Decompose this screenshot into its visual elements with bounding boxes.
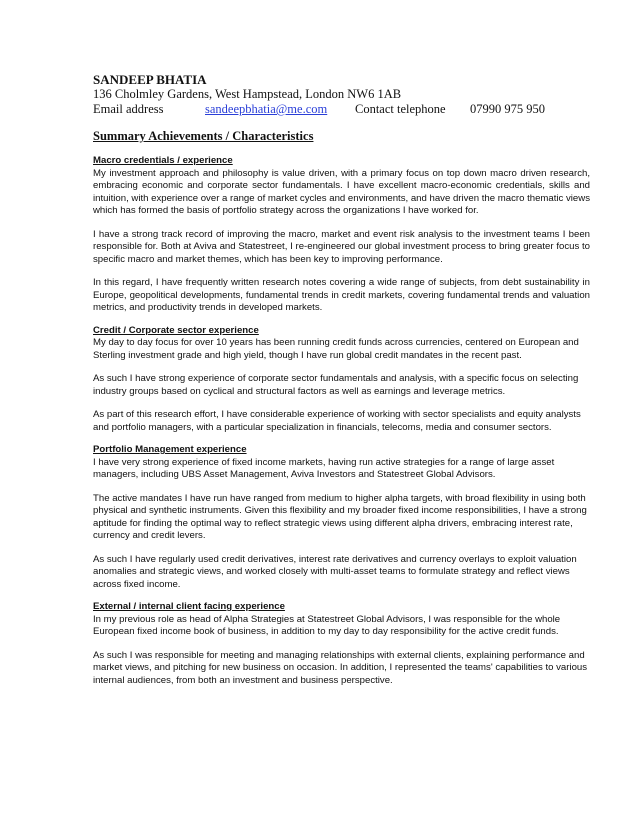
phone-number: 07990 975 950: [470, 102, 545, 116]
summary-title: Summary Achievements / Characteristics: [93, 129, 314, 143]
section-portfolio: [93, 444, 590, 591]
paragraph: I have a strong track record of improving the macro, market and event risk analysis to the investment teams I been responsible for. Both at Aviva and Statestreet, I re-engineered our global investment process to bring greater focus to specific macro and market themes, which has been key to improving performance.: [93, 228, 590, 265]
paragraph: As such I have regularly used credit derivatives, interest rate derivatives and currency overlays to exploit valuation anomalies and strategic views, and worked closely with multi-asset teams to formulate strategy and reflect views across fixed income.: [93, 553, 577, 590]
paragraph: As such I have strong experience of corporate sector fundamentals and analysis, with a specific focus on selecting industry groups based on cyclical and structural factors as well as earnings and leverage metrics.: [93, 373, 579, 397]
cv-body: [93, 155, 590, 687]
section-client: [93, 601, 590, 687]
paragraph: I have very strong experience of fixed income markets, having run active strategies for a range of large asset managers, including UBS Asset Management, Aviva Investors and Statestreet Global Advisors.: [93, 456, 555, 480]
section-title: Credit / Corporate sector experience: [93, 324, 259, 336]
section-title: External / internal client facing experience: [93, 601, 285, 612]
cv-page: [93, 72, 590, 687]
paragraph: In this regard, I have frequently written research notes covering a wide range of subjects, from debt sustainability in Europe, geopolitical developments, fundamental trends in credit markets, covering fundamental trends and valuation metrics, and productivity trends in developed markets.: [93, 277, 590, 313]
email-label: Email address: [93, 102, 164, 116]
section-title: Macro credentials / experience: [93, 155, 233, 166]
email-link[interactable]: sandeepbhatia@me.com: [205, 102, 328, 116]
section-credit: [93, 325, 590, 435]
phone-label: Contact telephone: [355, 102, 446, 116]
contact-row: [93, 102, 590, 117]
cv-header: [93, 72, 590, 117]
section-title: Portfolio Management experience: [93, 444, 247, 455]
paragraph: As part of this research effort, I have considerable experience of working with sector specialists and equity analysts and portfolio managers, with a particular specialization in financials, telecoms, media and consumer sectors.: [93, 409, 581, 433]
paragraph: The active mandates I have run have ranged from medium to higher alpha targets, with broad flexibility in using both physical and synthetic instruments. Given this flexibility and my broader fixed income responsibilities, I have a strong aptitude for finding the optimal way to reflect strategic views using different alpha drivers, embracing interest rate, currency and credit levers.: [93, 492, 587, 541]
paragraph: In my previous role as head of Alpha Strategies at Statestreet Global Advisors, I was responsible for the whole European fixed income book of business, in addition to my day to day responsibility for the active credit funds.: [93, 613, 561, 637]
section-macro: [93, 155, 590, 315]
paragraph: As such I was responsible for meeting and managing relationships with external clients, explaining performance and market views, and pitching for new business on occasion. In addition, I represented the teams' capabilities to various internal audiences, from both an investment and business perspective.: [93, 649, 588, 686]
paragraph: My day to day focus for over 10 years has been running credit funds across currencies, centered on European and Sterling investment grade and high yield, though I have run global credit mandates in the recent past.: [93, 337, 579, 361]
candidate-address: 136 Cholmley Gardens, West Hampstead, London NW6 1AB: [93, 87, 402, 101]
candidate-name: SANDEEP BHATIA: [93, 72, 207, 87]
paragraph: My investment approach and philosophy is value driven, with a primary focus on top down macro driven research, embracing economic and corporate sector fundamentals. I have excellent macro-economic credentials, skills and intuition, with experience over a range of market cycles and environments, and have driven the macro thematic views which has formed the basis of portfolio strategy across the organizations I have worked for.: [93, 167, 590, 216]
